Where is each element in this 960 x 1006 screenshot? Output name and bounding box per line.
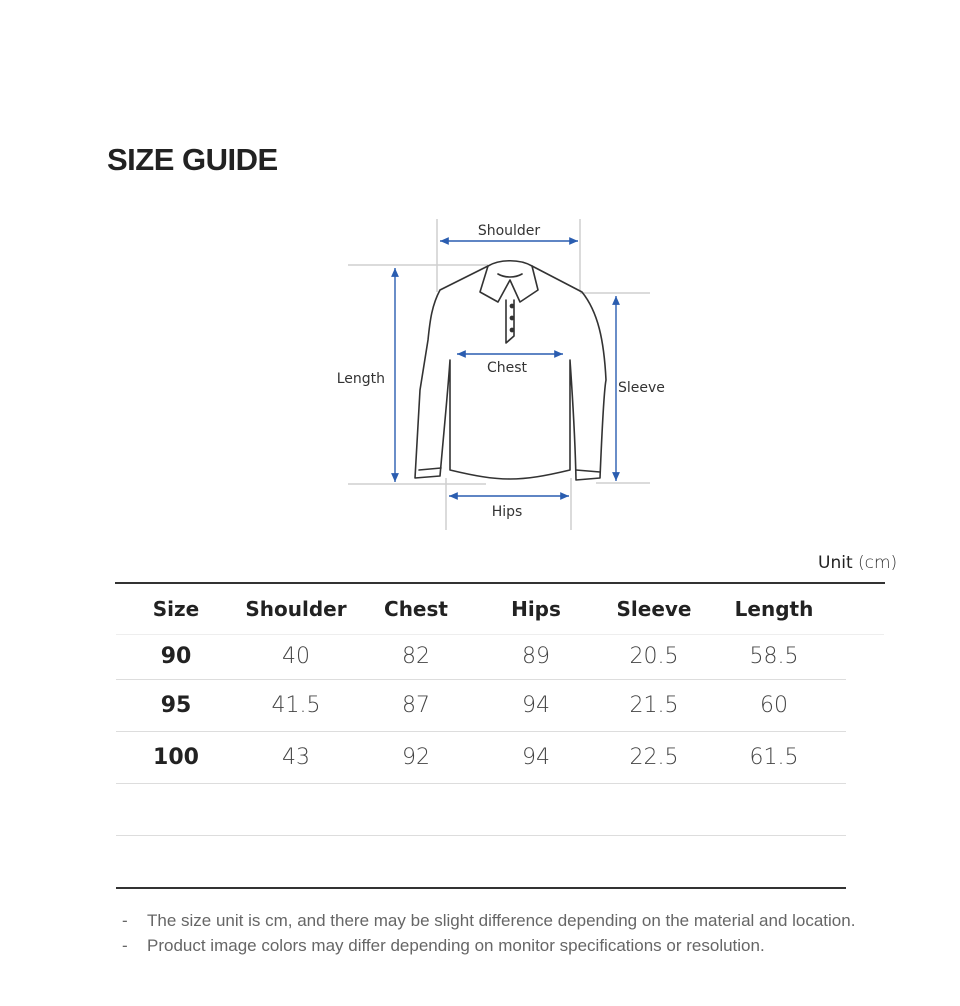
note-item <box>122 933 855 958</box>
note-text: The size unit is cm, and there may be slight difference depending on the material and location. <box>147 911 856 930</box>
page-title: SIZE GUIDE <box>107 142 278 177</box>
sleeve-label: Sleeve <box>618 380 665 396</box>
note-dash: - <box>122 936 128 955</box>
header-size: Size <box>152 597 200 621</box>
note-dash: - <box>122 911 128 930</box>
table-row <box>116 732 846 784</box>
size-cell: 90 <box>160 644 192 669</box>
sleeve-cell: 21.5 <box>629 693 679 718</box>
chest-label: Chest <box>486 360 528 376</box>
length-cell: 60 <box>760 693 788 718</box>
shoulder-cell: 43 <box>282 745 310 770</box>
header-chest: Chest <box>384 597 448 621</box>
table-row <box>116 634 846 680</box>
header-sleeve: Sleeve <box>616 597 692 621</box>
chest-cell: 92 <box>402 745 430 770</box>
size-notes <box>122 908 855 958</box>
shoulder-label: Shoulder <box>477 223 541 239</box>
length-label: Length <box>336 371 385 387</box>
hips-label: Hips <box>491 504 523 520</box>
note-text: Product image colors may differ depending on monitor specifications or resolution. <box>147 936 765 955</box>
table-row <box>116 680 846 732</box>
unit-label <box>818 553 897 573</box>
size-cell: 100 <box>153 745 199 770</box>
header-length: Length <box>734 597 814 621</box>
hips-cell: 94 <box>522 745 550 770</box>
sleeve-cell: 20.5 <box>629 644 679 669</box>
header-shoulder: Shoulder <box>245 597 347 621</box>
table-row-empty <box>116 784 846 836</box>
header-hips: Hips <box>511 597 561 621</box>
length-cell: 58.5 <box>749 644 799 669</box>
unit-value: (cm) <box>858 553 898 573</box>
size-cell: 95 <box>160 693 192 718</box>
chest-cell: 82 <box>402 644 430 669</box>
shoulder-cell: 41.5 <box>271 693 321 718</box>
hips-cell: 89 <box>522 644 550 669</box>
note-item <box>122 908 855 933</box>
shoulder-cell: 40 <box>282 644 310 669</box>
table-bottom-rule <box>116 887 846 889</box>
length-cell: 61.5 <box>749 745 799 770</box>
chest-cell: 87 <box>402 693 430 718</box>
sleeve-cell: 22.5 <box>629 745 679 770</box>
unit-text: Unit <box>818 553 853 573</box>
table-header-row <box>116 584 884 635</box>
hips-cell: 94 <box>522 693 550 718</box>
